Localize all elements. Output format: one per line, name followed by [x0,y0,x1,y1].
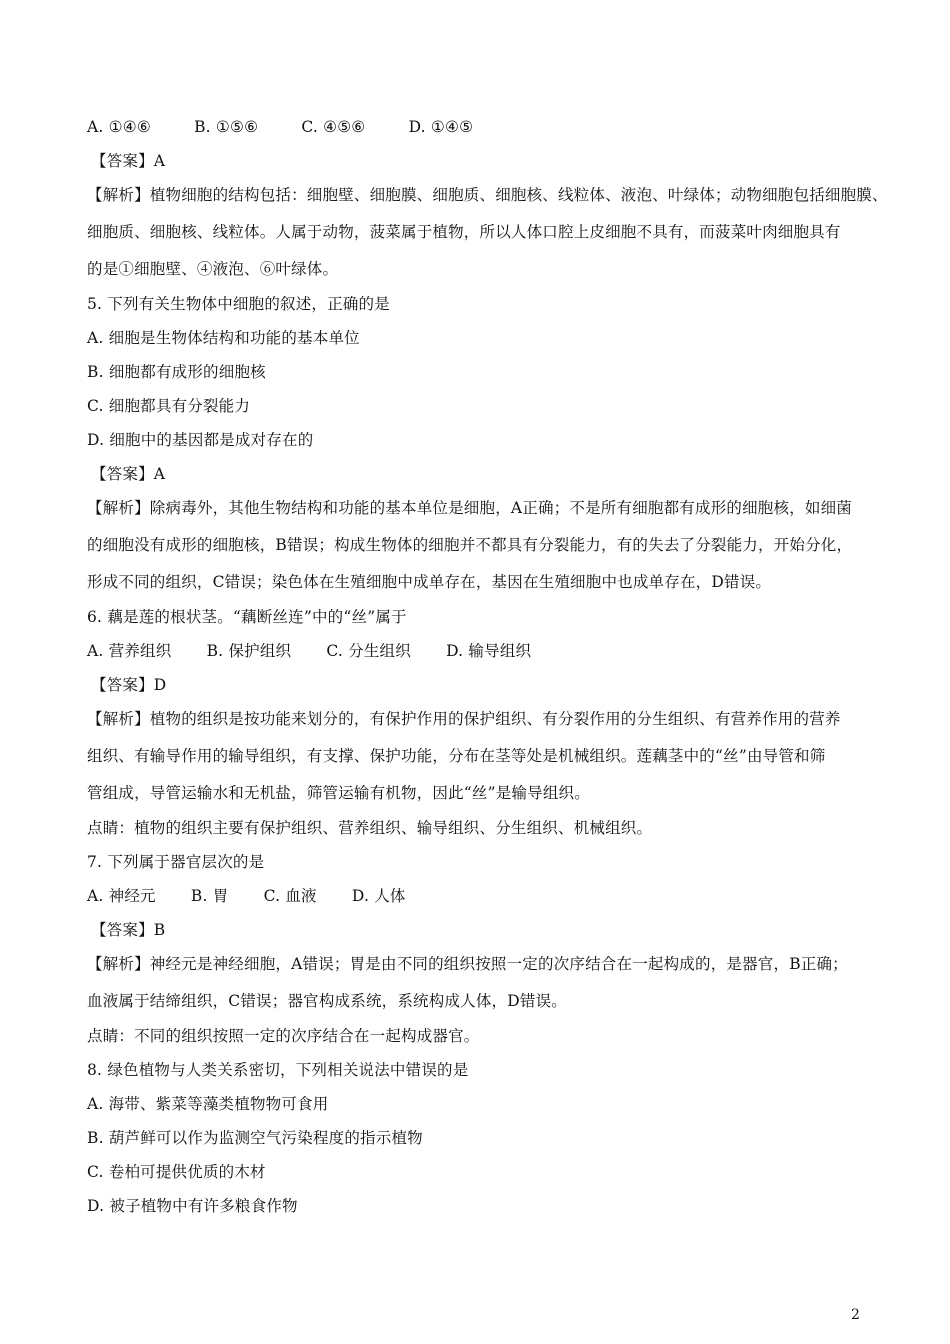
q6-stem: 6. 藕是莲的根状茎。“藕断丝连”中的“丝”属于 [87,608,407,626]
q8-option-d: D. 被子植物中有许多粮食作物 [87,1197,298,1215]
q4-options [87,116,877,138]
q5-option-a: A. 细胞是生物体结构和功能的基本单位 [87,329,360,347]
q4-option-a: A. ①④⑥ [87,118,151,136]
q4-analysis-line-1: 【解析】植物细胞的结构包括：细胞壁、细胞膜、细胞质、细胞核、线粒体、液泡、叶绿体；动物细胞包括细胞膜、 [87,186,888,204]
q8-option-c: C. 卷柏可提供优质的木材 [87,1163,266,1181]
q7-tip: 点睛：不同的组织按照一定的次序结合在一起构成器官。 [87,1027,480,1045]
q7-option-d: D. 人体 [351,887,406,905]
q4-analysis-line-3: 的是①细胞壁、④液泡、⑥叶绿体。 [87,260,339,278]
q5-analysis-line-1: 【解析】除病毒外，其他生物结构和功能的基本单位是细胞，A正确；不是所有细胞都有成形的细胞核，如细菌 [87,499,852,517]
q5-answer: 【答案】A [91,465,166,483]
q6-analysis-line-1: 【解析】植物的组织是按功能来划分的，有保护作用的保护组织、有分裂作用的分生组织、有营养作用的营养 [87,710,841,728]
q5-option-d: D. 细胞中的基因都是成对存在的 [87,431,314,449]
q7-stem: 7. 下列属于器官层次的是 [87,853,265,871]
q5-option-b: B. 细胞都有成形的细胞核 [87,363,266,381]
q4-option-d: D. ①④⑤ [408,118,474,136]
q7-analysis-line-2: 血液属于结缔组织，C错误；器官构成系统，系统构成人体，D错误。 [87,992,567,1010]
q6-option-a: A. 营养组织 [87,642,172,660]
q7-options [87,885,877,907]
q4-answer: 【答案】A [91,152,166,170]
q6-options [87,640,877,662]
q7-analysis-line-1: 【解析】神经元是神经细胞，A错误；胃是由不同的组织按照一定的次序结合在一起构成的，是器官，B正确； [87,955,848,973]
q6-option-d: D. 输导组织 [446,642,532,660]
q7-option-b: B. 胃 [190,887,229,905]
q8-option-a: A. 海带、紫菜等藻类植物物可食用 [87,1095,329,1113]
q7-option-a: A. 神经元 [87,887,156,905]
page-number: 2 [851,1307,860,1323]
q6-analysis-line-2: 组织、有输导作用的输导组织，有支撑、保护功能，分布在茎等处是机械组织。莲藕茎中的“丝”由导管和筛 [87,747,826,765]
q5-stem: 5. 下列有关生物体中细胞的叙述，正确的是 [87,295,390,313]
q4-analysis-line-2: 细胞质、细胞核、线粒体。人属于动物，菠菜属于植物，所以人体口腔上皮细胞不具有，而菠菜叶肉细胞具有 [87,223,841,241]
q7-answer: 【答案】B [91,921,166,939]
q8-stem: 8. 绿色植物与人类关系密切，下列相关说法中错误的是 [87,1061,469,1079]
q6-analysis-line-3: 管组成，导管运输水和无机盐，筛管运输有机物，因此“丝”是输导组织。 [87,784,590,802]
q7-option-c: C. 血液 [263,887,317,905]
q5-analysis-line-3: 形成不同的组织，C错误；染色体在生殖细胞中成单存在，基因在生殖细胞中也成单存在，D错误。 [87,573,772,591]
q4-option-b: B. ①⑤⑥ [194,118,259,136]
q4-option-c: C. ④⑤⑥ [301,118,366,136]
q6-tip: 点睛：植物的组织主要有保护组织、营养组织、输导组织、分生组织、机械组织。 [87,819,653,837]
q6-option-b: B. 保护组织 [206,642,292,660]
q6-option-c: C. 分生组织 [326,642,411,660]
q8-option-b: B. 葫芦鲜可以作为监测空气污染程度的指示植物 [87,1129,423,1147]
q5-analysis-line-2: 的细胞没有成形的细胞核，B错误；构成生物体的细胞并不都具有分裂能力，有的失去了分裂能力，开始分化， [87,536,853,554]
q5-option-c: C. 细胞都具有分裂能力 [87,397,251,415]
q6-answer: 【答案】D [91,676,167,694]
